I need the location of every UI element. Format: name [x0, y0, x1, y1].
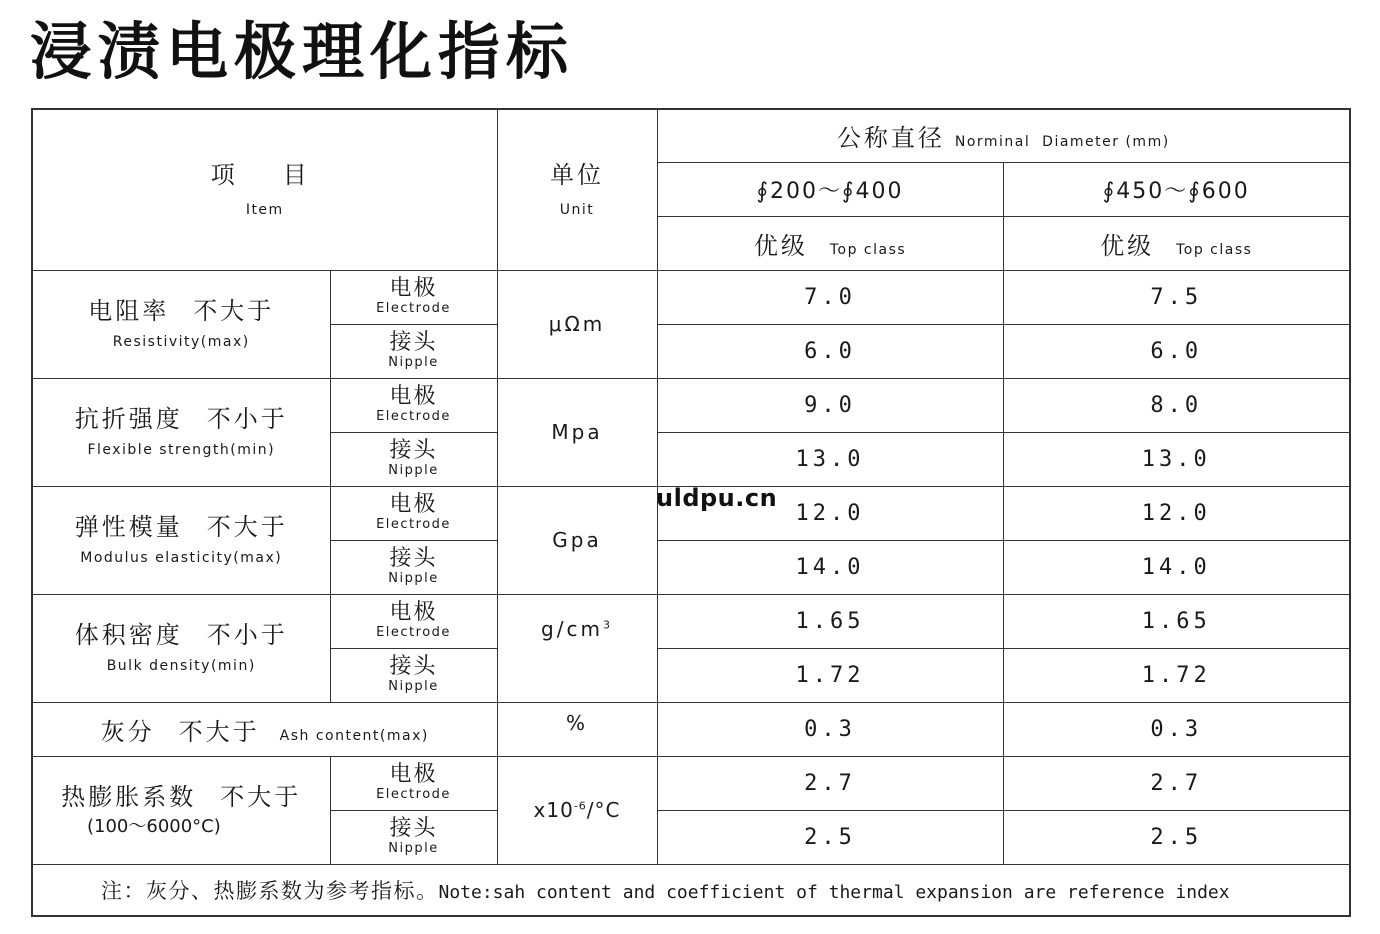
prop-bulk-density: [32, 594, 330, 702]
unit-cell: [497, 594, 657, 702]
unit-base: x10: [533, 798, 574, 822]
sub-en: Nipple: [388, 679, 439, 694]
value: 2.7: [804, 770, 856, 796]
value: 12.0: [795, 500, 865, 526]
unit-sup: -6: [573, 799, 587, 813]
value-cell: [657, 378, 1003, 432]
prop-name-cn: 弹性模量: [74, 513, 183, 541]
sub-cn: 电极: [389, 600, 438, 625]
unit-label: Gpa: [552, 528, 602, 552]
header-range-2: [1003, 162, 1350, 216]
header-class-2: [1003, 216, 1350, 270]
sub-cn: 电极: [389, 762, 438, 787]
sub-en: Electrode: [376, 625, 451, 640]
value-cell: [1003, 702, 1350, 756]
prop-name-en: Bulk density(min): [106, 658, 256, 674]
header-item-en: Item: [245, 201, 284, 218]
watermark-text: uldpu.cn: [656, 484, 778, 512]
value-cell: [657, 432, 1003, 486]
value-cell: [657, 594, 1003, 648]
sub-nipple: [330, 324, 497, 378]
value-cell: [657, 702, 1003, 756]
value-cell: [657, 270, 1003, 324]
value-cell: [1003, 594, 1350, 648]
prop-limit-cn: 不大于: [206, 513, 288, 541]
prop-ash-content: [32, 702, 497, 756]
value-cell: [657, 810, 1003, 864]
prop-resistivity: [32, 270, 330, 378]
sub-en: Nipple: [388, 355, 439, 370]
sub-electrode: [330, 270, 497, 324]
prop-modulus-elasticity: [32, 486, 330, 594]
prop-limit-cn: 不大于: [220, 783, 302, 811]
header-diameter-en: Norminal Diameter (mm): [954, 134, 1170, 151]
range-1-label: ∮200～∮400: [756, 178, 904, 204]
sub-en: Nipple: [388, 571, 439, 586]
table-row: [32, 702, 1350, 756]
footnote-en: Note:sah content and coefficient of thermal expansion are reference index: [438, 881, 1230, 903]
page-title: 浸渍电极理化指标: [30, 15, 575, 88]
value-cell: [1003, 432, 1350, 486]
unit-cell: [497, 378, 657, 486]
prop-name-en: Modulus elasticity(max): [80, 550, 283, 566]
header-unit-cn: 单位: [550, 160, 604, 189]
sub-cn: 接头: [389, 438, 438, 463]
prop-name-cn: 体积密度: [74, 621, 183, 649]
sub-nipple: [330, 648, 497, 702]
value: 1.72: [1141, 662, 1211, 688]
value-cell: [1003, 756, 1350, 810]
sub-nipple: [330, 432, 497, 486]
unit-tail: /°C: [586, 798, 621, 822]
prop-name-cn: 抗折强度: [74, 405, 183, 433]
value: 9.0: [804, 392, 856, 418]
prop-limit-cn: 不小于: [206, 405, 288, 433]
class-2-en: Top class: [1176, 241, 1253, 258]
value-cell: [657, 324, 1003, 378]
value: 13.0: [1141, 446, 1211, 472]
spec-table: [31, 108, 1351, 917]
unit-cell: [497, 486, 657, 594]
value: 7.0: [804, 284, 856, 310]
value-cell: [1003, 810, 1350, 864]
unit-label: [541, 617, 613, 641]
footnote-cn: 注：灰分、热膨系数为参考指标。: [101, 878, 439, 903]
prop-name-en: Flexible strength(min): [87, 442, 276, 458]
value-cell: [1003, 540, 1350, 594]
value-cell: [1003, 270, 1350, 324]
value: 7.5: [1150, 284, 1203, 310]
value: 6.0: [1150, 338, 1203, 364]
sub-cn: 电极: [389, 384, 438, 409]
value: 0.3: [804, 716, 856, 742]
value-cell: [1003, 648, 1350, 702]
header-diameter: [657, 109, 1350, 162]
table-row: [32, 594, 1350, 648]
sub-electrode: [330, 756, 497, 810]
prop-name-cn: 热膨胀系数: [61, 783, 197, 811]
value: 2.5: [1150, 824, 1203, 850]
value: 6.0: [804, 338, 856, 364]
sub-en: Nipple: [388, 463, 439, 478]
class-2-cn: 优级: [1100, 231, 1155, 260]
sub-cn: 接头: [389, 654, 438, 679]
sub-electrode: [330, 378, 497, 432]
sub-en: Nipple: [388, 841, 439, 856]
header-unit-en: Unit: [559, 201, 595, 218]
sub-electrode: [330, 486, 497, 540]
value-cell: [1003, 324, 1350, 378]
value-cell: [657, 648, 1003, 702]
sub-en: Electrode: [376, 517, 451, 532]
sub-electrode: [330, 594, 497, 648]
value: 12.0: [1141, 500, 1211, 526]
table-row: [32, 378, 1350, 432]
table-row: [32, 756, 1350, 810]
prop-name-en: Ash content(max): [279, 727, 429, 744]
prop-limit-cn: 不大于: [193, 297, 275, 325]
prop-thermal-expansion: [32, 756, 330, 864]
sub-cn: 电极: [389, 492, 438, 517]
prop-limit-cn: 不大于: [178, 717, 260, 746]
header-item-cn: 项 目: [210, 160, 319, 189]
sub-en: Electrode: [376, 301, 451, 316]
unit-sup: 3: [602, 617, 613, 631]
sub-en: Electrode: [376, 409, 451, 424]
value: 0.3: [1150, 716, 1203, 742]
prop-flexible-strength: [32, 378, 330, 486]
unit-label: Mpa: [551, 420, 603, 444]
value: 8.0: [1150, 392, 1203, 418]
footnote: [32, 864, 1350, 916]
unit-label: %: [565, 710, 588, 735]
unit-label: [534, 798, 621, 822]
unit-cell: [497, 270, 657, 378]
value: 1.65: [1141, 608, 1211, 634]
header-range-1: [657, 162, 1003, 216]
prop-name-cn: 灰分: [100, 717, 155, 746]
prop-name-en: Resistivity(max): [112, 334, 250, 350]
table-row: [32, 270, 1350, 324]
header-class-1: [657, 216, 1003, 270]
value: 14.0: [795, 554, 865, 580]
value: 13.0: [795, 446, 865, 472]
value-cell: [1003, 486, 1350, 540]
sub-nipple: [330, 810, 497, 864]
value-cell: [657, 540, 1003, 594]
sub-en: Electrode: [376, 787, 451, 802]
prop-name-cn: 电阻率: [88, 297, 170, 325]
unit-cell: [497, 756, 657, 864]
unit-base: g/cm: [541, 616, 603, 641]
header-diameter-cn: 公称直径: [836, 124, 945, 153]
sub-nipple: [330, 540, 497, 594]
class-1-cn: 优级: [753, 231, 808, 260]
value: 1.72: [795, 662, 865, 688]
header-unit: [497, 109, 657, 270]
header-item: [32, 109, 497, 270]
value: 14.0: [1141, 554, 1211, 580]
unit-label: μΩm: [548, 312, 606, 336]
value: 2.5: [804, 824, 856, 850]
sub-cn: 接头: [389, 546, 438, 571]
unit-cell: [497, 702, 657, 756]
sub-cn: 电极: [389, 276, 438, 301]
sub-cn: 接头: [389, 330, 438, 355]
prop-limit-cn: 不小于: [206, 621, 288, 649]
value: 2.7: [1150, 770, 1203, 796]
class-1-en: Top class: [829, 241, 907, 258]
value: 1.65: [795, 608, 865, 634]
value-cell: [1003, 378, 1350, 432]
sub-cn: 接头: [389, 816, 438, 841]
value-cell: [657, 756, 1003, 810]
range-2-label: ∮450～∮600: [1102, 178, 1250, 204]
prop-name-sub: (100～6000°C): [87, 816, 221, 837]
